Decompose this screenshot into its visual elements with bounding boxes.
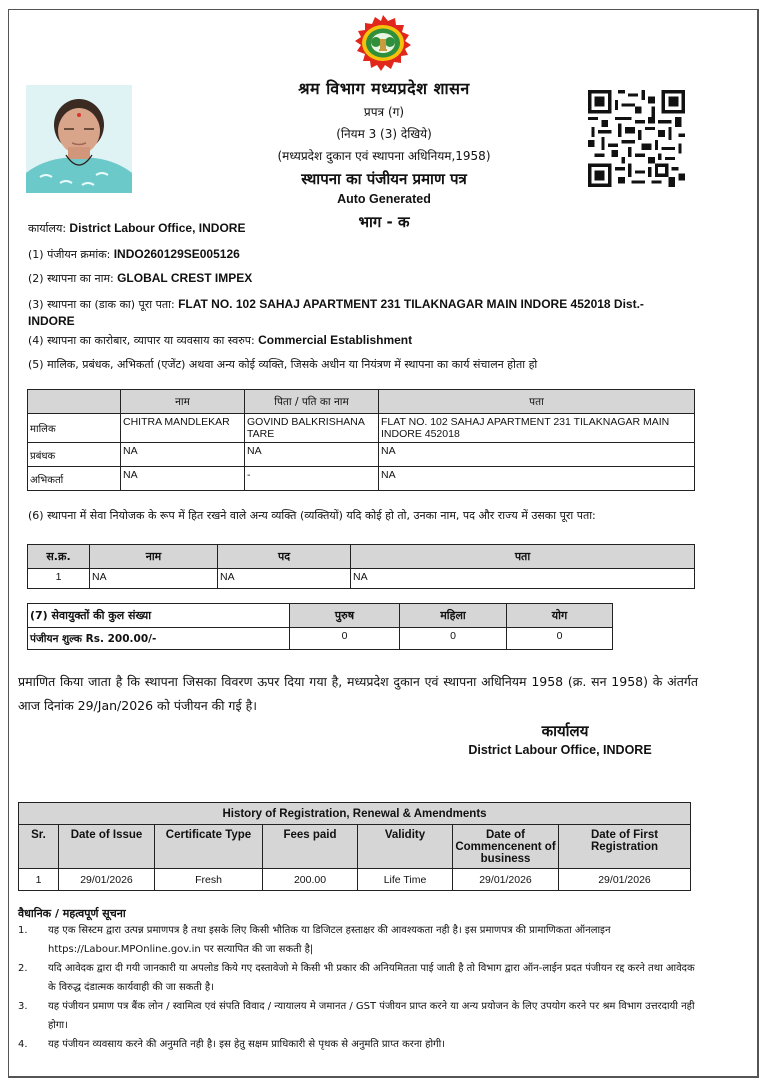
table-header-row bbox=[28, 604, 613, 628]
certificate-title: स्थापना का पंजीयन प्रमाण पत्र bbox=[301, 170, 467, 188]
signatory-title: कार्यालय bbox=[541, 722, 589, 740]
total-count: 0 bbox=[507, 628, 613, 650]
column-header: Certificate Type bbox=[155, 825, 263, 869]
table-cell: NA bbox=[218, 569, 351, 589]
table-cell: CHITRA MANDLEKAR bbox=[121, 414, 245, 443]
table-cell: NA bbox=[379, 467, 695, 491]
row-label: मालिक bbox=[28, 414, 121, 443]
registration-number-field bbox=[28, 247, 240, 262]
table-cell: FLAT NO. 102 SAHAJ APARTMENT 231 TILAKNAGAR MAIN INDORE 452018 bbox=[379, 414, 695, 443]
column-header: Date of Commencenent of business bbox=[453, 825, 559, 869]
column-header: Date of First Registration bbox=[559, 825, 691, 869]
column-header: पता bbox=[351, 545, 695, 569]
section6-text: (6) स्थापना में सेवा नियोजक के रूप में हित रखने वाले अन्य व्यक्ति (व्यक्तियों) यदि कोई हो तो, उनका नाम, पद और राज्य में उसका पूरा पता: bbox=[28, 509, 596, 522]
business-type-value: Commercial Establishment bbox=[258, 333, 413, 347]
history-title-row bbox=[19, 803, 691, 825]
table-header-row bbox=[19, 825, 691, 869]
table-cell: 29/01/2026 bbox=[559, 869, 691, 891]
certification-text: प्रमाणित किया जाता है कि स्थापना जिसका विवरण ऊपर दिया गया है, मध्यप्रदेश दुकान एवं स्थापना अधिनियम 1958 (क्र. सन 1958) के अंतर्गत आज दिनांक 29/Jan/2026 को पंजीयन की गई है। bbox=[18, 674, 698, 713]
male-count: 0 bbox=[290, 628, 400, 650]
table-cell: NA bbox=[245, 443, 379, 467]
address-label: (3) स्थापना का (डाक का) पूरा पता: bbox=[28, 298, 175, 311]
female-count: 0 bbox=[400, 628, 507, 650]
table-row bbox=[28, 628, 613, 650]
form-label: प्रपत्र (ग) bbox=[363, 105, 405, 119]
table-row bbox=[28, 569, 695, 589]
employees-count-label: (7) सेवायुक्तों की कुल संख्या bbox=[28, 604, 290, 628]
table-cell: 1 bbox=[28, 569, 90, 589]
registration-fee: पंजीयन शुल्क Rs. 200.00/- bbox=[28, 628, 290, 650]
office-value: District Labour Office, INDORE bbox=[69, 221, 246, 235]
history-table bbox=[18, 802, 691, 891]
notes-title: वैधानिक / महत्वपूर्ण सूचना bbox=[18, 907, 126, 920]
table-cell: GOVIND BALKRISHANA TARE bbox=[245, 414, 379, 443]
table-cell: NA bbox=[121, 443, 245, 467]
column-header: Validity bbox=[358, 825, 453, 869]
act-reference: (मध्यप्रदेश दुकान एवं स्थापना अधिनियम,1958) bbox=[277, 149, 491, 163]
part-label: भाग - क bbox=[358, 213, 410, 231]
table-cell: 29/01/2026 bbox=[453, 869, 559, 891]
employees-count-table bbox=[27, 603, 613, 650]
notes-list bbox=[18, 921, 698, 1054]
other-persons-table bbox=[27, 544, 695, 589]
office-label: कार्यालय: bbox=[28, 222, 67, 235]
column-header: नाम bbox=[90, 545, 218, 569]
table-header-row bbox=[28, 545, 695, 569]
address-value: FLAT NO. 102 SAHAJ APARTMENT 231 TILAKNAGAR MAIN INDORE 452018 Dist.- INDORE bbox=[28, 297, 644, 328]
business-type-label: (4) स्थापना का कारोबार, व्यापार या व्यवसाय का स्वरुप: bbox=[28, 334, 255, 347]
establishment-name-field bbox=[28, 271, 252, 286]
table-cell: 200.00 bbox=[263, 869, 358, 891]
column-header: Sr. bbox=[19, 825, 59, 869]
establishment-name-label: (2) स्थापना का नाम: bbox=[28, 272, 114, 285]
address-field bbox=[28, 296, 688, 329]
column-header: Date of Issue bbox=[59, 825, 155, 869]
auto-generated-label: Auto Generated bbox=[337, 192, 431, 206]
column-header: Fees paid bbox=[263, 825, 358, 869]
column-header: पद bbox=[218, 545, 351, 569]
history-title: History of Registration, Renewal & Amendments bbox=[19, 803, 691, 825]
mp-government-emblem-icon bbox=[350, 15, 416, 71]
table-cell: NA bbox=[351, 569, 695, 589]
column-header: महिला bbox=[400, 604, 507, 628]
list-item: 1. यह एक सिस्टम द्वारा उत्पन्न प्रमाणपत्र है तथा इसके लिए किसी भौतिक या डिजिटल हस्ताक्षर की आवश्यकता नही है। इस प्रमाणपत्र की प्रामाणिकता ऑनलाइन https://Labour.MPOnline.gov.in पर सत्यापित की जा सकती है| bbox=[18, 925, 611, 955]
signatory-office: District Labour Office, INDORE bbox=[468, 743, 652, 757]
office-field bbox=[28, 221, 245, 236]
applicant-photo bbox=[26, 85, 132, 193]
owners-table bbox=[27, 389, 695, 491]
table-row bbox=[28, 443, 695, 467]
column-header bbox=[28, 390, 121, 414]
column-header: नाम bbox=[121, 390, 245, 414]
column-header: योग bbox=[507, 604, 613, 628]
column-header: पता bbox=[379, 390, 695, 414]
owner-section-label: (5) मालिक, प्रबंधक, अभिकर्ता (एजेंट) अथवा अन्य कोई व्यक्ति, जिसके अधीन या नियंत्रण में स्थापना का कार्य संचालन होता हो bbox=[28, 358, 538, 371]
list-item: 3. यह पंजीयन प्रमाण पत्र बैंक लोन / स्वामित्व एवं संपति विवाद / न्यायालय मे जमानत / GST पंजीयन प्राप्त करने या अन्य प्रयोजन के लिए उपयोग करने पर श्रम विभाग उत्तरदायी नही होगा। bbox=[18, 1001, 695, 1031]
table-cell: 1 bbox=[19, 869, 59, 891]
column-header: पिता / पति का नाम bbox=[245, 390, 379, 414]
table-header-row bbox=[28, 390, 695, 414]
rule-reference: (नियम 3 (3) देखिये) bbox=[336, 127, 432, 141]
column-header: पुरुष bbox=[290, 604, 400, 628]
registration-number-label: (1) पंजीयन क्रमांक: bbox=[28, 248, 111, 261]
list-item: 2. यदि आवेदक द्वारा दी गयी जानकारी या अपलोड किये गए दस्तावेजो मे किसी भी प्रकार की अनियमितता पाई जाती है तो विभाग द्वारा ऑन-लाईन प्रदत पंजीयन रद्द करने तथा आवेदक के विरुद्ध दंडात्मक कार्यवाही की जा सकती है। bbox=[18, 963, 695, 993]
table-cell: Fresh bbox=[155, 869, 263, 891]
table-row bbox=[19, 869, 691, 891]
table-cell: NA bbox=[121, 467, 245, 491]
table-cell: 29/01/2026 bbox=[59, 869, 155, 891]
qr-code-icon bbox=[588, 90, 685, 187]
row-label: अभिकर्ता bbox=[28, 467, 121, 491]
table-cell: NA bbox=[90, 569, 218, 589]
table-row bbox=[28, 467, 695, 491]
list-item: 4. यह पंजीयन व्यवसाय करने की अनुमति नही है। इस हेतु सक्षम प्राधिकारी से पृथक से अनुमति प्राप्त करना होगी। bbox=[18, 1039, 446, 1050]
business-type-field bbox=[28, 333, 412, 348]
establishment-name-value: GLOBAL CREST IMPEX bbox=[117, 271, 253, 285]
table-row bbox=[28, 414, 695, 443]
table-cell: - bbox=[245, 467, 379, 491]
department-title: श्रम विभाग मध्यप्रदेश शासन bbox=[298, 79, 470, 98]
table-cell: Life Time bbox=[358, 869, 453, 891]
table-cell: NA bbox=[379, 443, 695, 467]
row-label: प्रबंधक bbox=[28, 443, 121, 467]
registration-number-value: INDO260129SE005126 bbox=[113, 247, 240, 261]
column-header: स.क्र. bbox=[28, 545, 90, 569]
